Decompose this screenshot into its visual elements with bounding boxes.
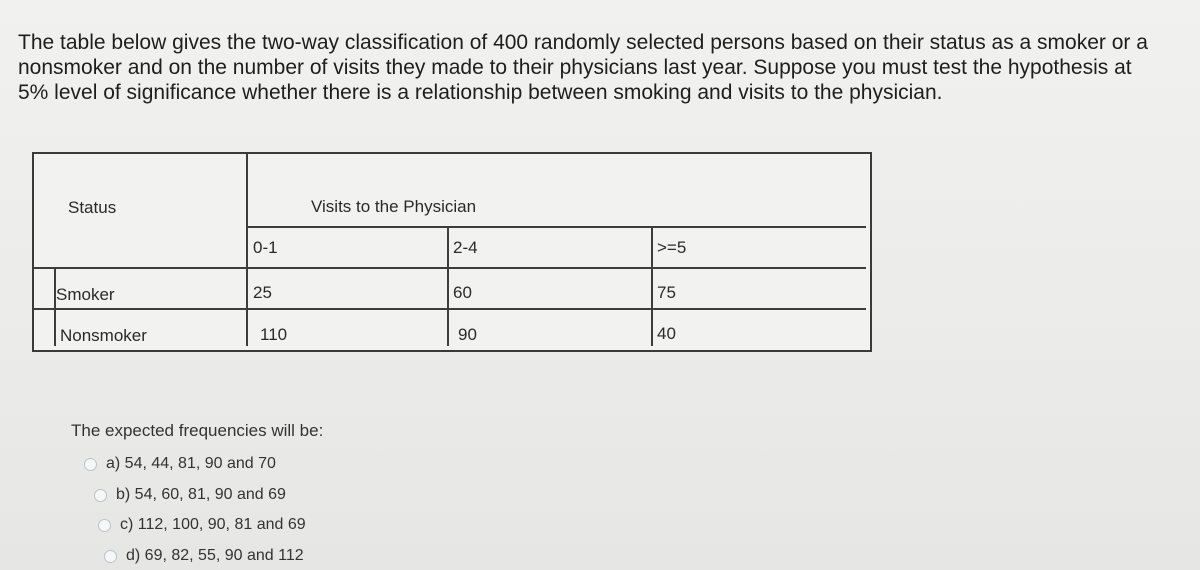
table-divider [34, 267, 866, 269]
option-label: b) 54, 60, 81, 90 and 69 [116, 486, 286, 503]
option-label: d) 69, 82, 55, 90 and 112 [126, 547, 304, 564]
table-cell: 40 [657, 324, 676, 343]
table-divider [447, 228, 449, 346]
row-label: Nonsmoker [60, 326, 147, 345]
option-c[interactable] [98, 516, 306, 534]
table-cell: 90 [458, 325, 477, 344]
option-d[interactable] [104, 547, 304, 565]
table-divider [34, 308, 866, 310]
table-divider [246, 154, 248, 346]
radio-button[interactable] [94, 489, 107, 502]
radio-button[interactable] [104, 550, 117, 563]
table-cell: 75 [657, 283, 676, 302]
status-header: Status [68, 198, 117, 217]
table-cell: 25 [253, 283, 272, 302]
table-divider [54, 269, 56, 346]
table-divider [248, 226, 866, 228]
option-b[interactable] [94, 486, 286, 504]
question-text [18, 30, 1188, 105]
radio-button[interactable] [98, 519, 111, 532]
row-label: Smoker [56, 285, 115, 304]
question-line: nonsmoker and on the number of visits they made to their physicians last year. Suppose you must test the hypothesis at [18, 56, 1132, 79]
question-line: 5% level of significance whether there is a relationship between smoking and visits to the physician. [18, 81, 943, 104]
option-a[interactable] [84, 455, 276, 473]
frequency-table [32, 152, 872, 352]
visits-header: Visits to the Physician [311, 197, 477, 216]
column-header: 0-1 [253, 238, 278, 257]
radio-button[interactable] [84, 458, 97, 471]
option-label: a) 54, 44, 81, 90 and 70 [106, 455, 276, 472]
table-cell: 110 [260, 325, 288, 344]
column-header: 2-4 [453, 238, 478, 257]
column-header: >=5 [657, 238, 687, 257]
answer-prompt: The expected frequencies will be: [71, 421, 324, 440]
option-label: c) 112, 100, 90, 81 and 69 [120, 516, 306, 533]
table-cell: 60 [453, 283, 472, 302]
question-line: The table below gives the two-way classification of 400 randomly selected persons based on their status as a smoker or a [18, 31, 1148, 54]
table-divider [651, 228, 653, 346]
